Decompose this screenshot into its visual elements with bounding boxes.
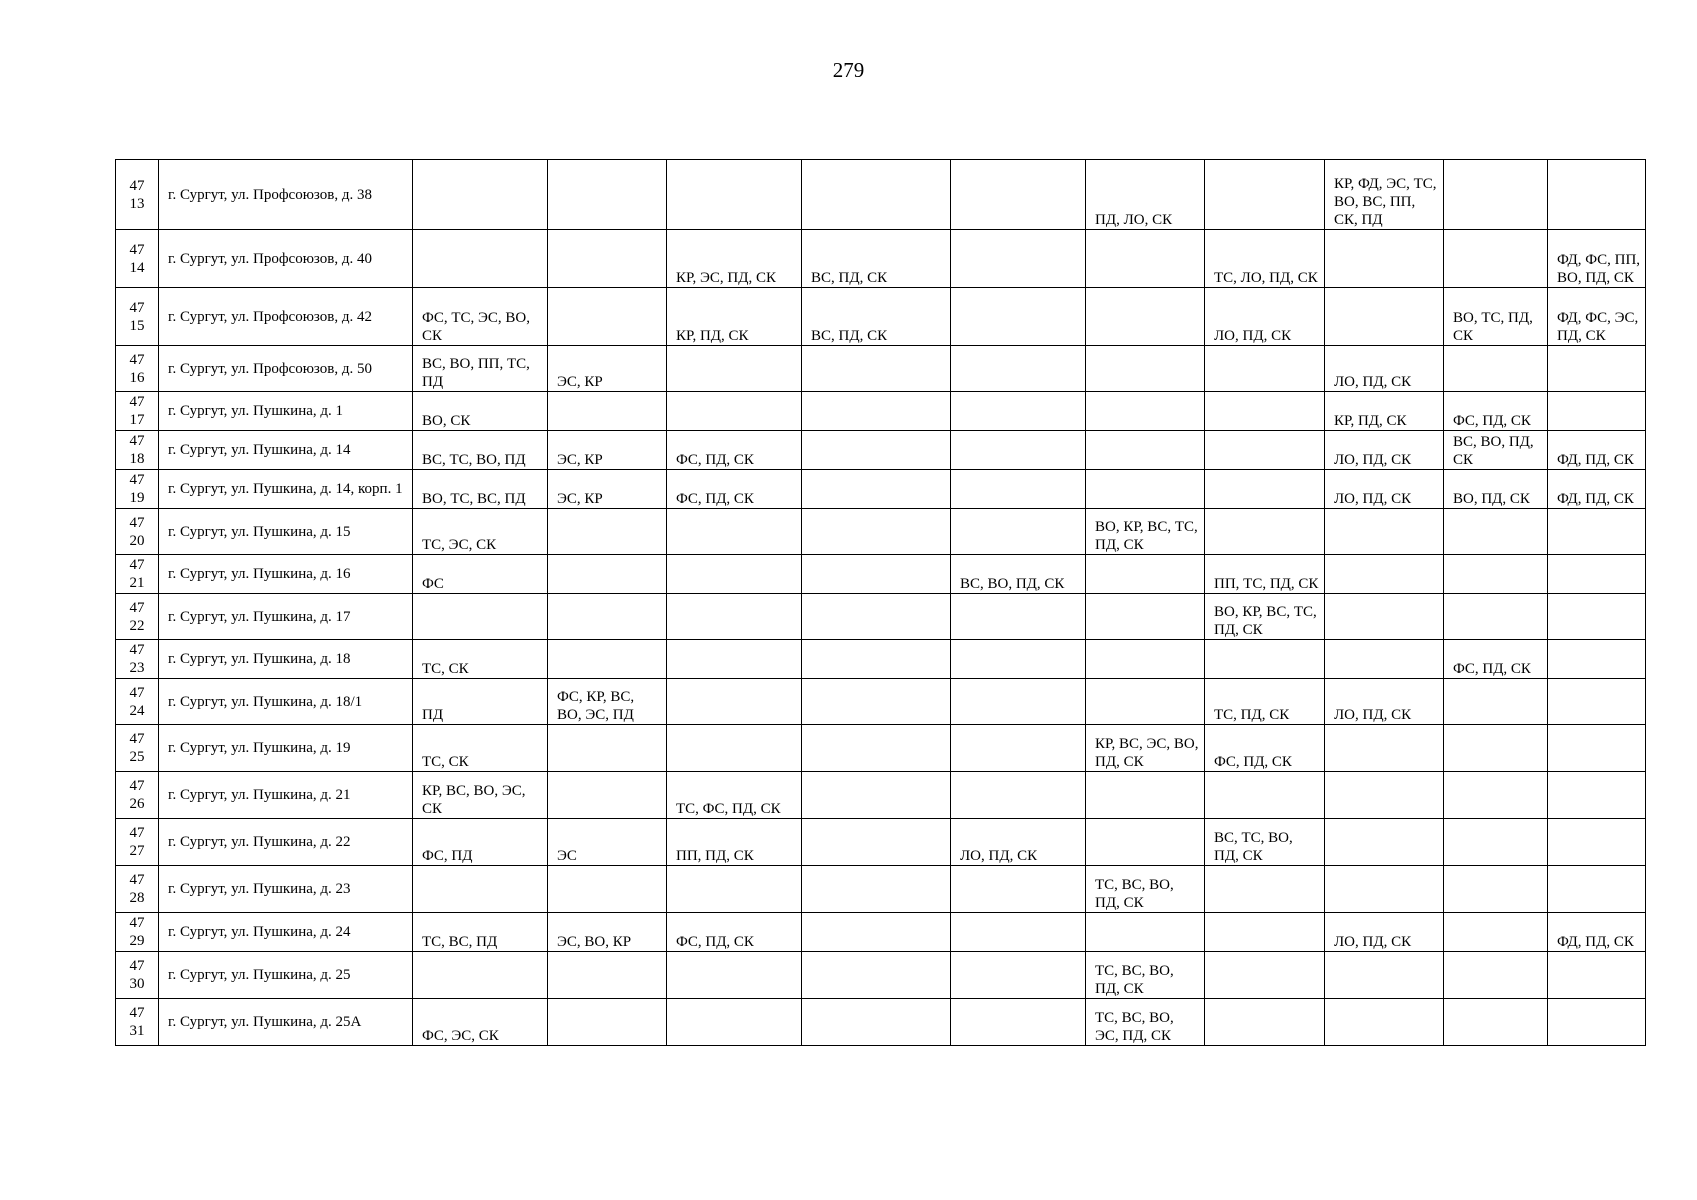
work-cell xyxy=(1086,230,1205,288)
work-cell xyxy=(802,431,951,470)
work-cell xyxy=(1548,952,1646,999)
row-number-part: 47 xyxy=(129,1005,145,1021)
work-cell xyxy=(1086,392,1205,431)
row-number xyxy=(116,470,159,509)
address-cell: г. Сургут, ул. Пушкина, д. 15 xyxy=(159,509,413,555)
work-cell xyxy=(951,470,1086,509)
table-row xyxy=(116,470,1646,509)
work-cell: ТС, ВС, ВО, ЭС, ПД, СК xyxy=(1086,999,1205,1046)
work-cell xyxy=(951,772,1086,819)
work-cell: ПП, ТС, ПД, СК xyxy=(1205,555,1325,594)
work-cell xyxy=(802,509,951,555)
work-cell xyxy=(1548,594,1646,640)
work-cell xyxy=(1086,913,1205,952)
row-number xyxy=(116,640,159,679)
work-cell xyxy=(1548,819,1646,866)
row-number-part: 47 xyxy=(129,642,145,658)
work-cell xyxy=(951,509,1086,555)
work-cell xyxy=(1086,640,1205,679)
row-number-part: 47 xyxy=(129,958,145,974)
address-cell: г. Сургут, ул. Пушкина, д. 16 xyxy=(159,555,413,594)
work-cell xyxy=(1086,594,1205,640)
work-cell xyxy=(1548,555,1646,594)
row-number-part: 25 xyxy=(129,749,145,765)
address-cell: г. Сургут, ул. Профсоюзов, д. 50 xyxy=(159,346,413,392)
work-cell xyxy=(802,470,951,509)
work-cell: ЭС, КР xyxy=(548,431,667,470)
work-cell: ВО, КР, ВС, ТС, ПД, СК xyxy=(1086,509,1205,555)
row-number-part: 29 xyxy=(129,933,145,949)
work-cell xyxy=(1205,640,1325,679)
work-cell: ЭС xyxy=(548,819,667,866)
address-cell: г. Сургут, ул. Профсоюзов, д. 42 xyxy=(159,288,413,346)
work-cell: ВС, ВО, ПД, СК xyxy=(1444,431,1548,470)
work-cell xyxy=(1325,555,1444,594)
work-cell xyxy=(951,288,1086,346)
work-cell xyxy=(667,346,802,392)
row-number-part: 13 xyxy=(129,195,145,212)
work-cell xyxy=(548,160,667,230)
row-number xyxy=(116,346,159,392)
work-cell: ФС, ПД, СК xyxy=(667,470,802,509)
table-row xyxy=(116,392,1646,431)
work-cell xyxy=(1548,725,1646,772)
work-cell xyxy=(951,230,1086,288)
work-cell xyxy=(1444,866,1548,913)
row-number xyxy=(116,999,159,1046)
row-number-part: 47 xyxy=(129,872,145,888)
row-number-part: 47 xyxy=(129,351,145,368)
row-number-part: 17 xyxy=(129,412,145,428)
work-cell: ФС, ПД, СК xyxy=(1205,725,1325,772)
work-cell xyxy=(1325,999,1444,1046)
work-cell: ПД, ЛО, СК xyxy=(1086,160,1205,230)
work-cell: ТС, ФС, ПД, СК xyxy=(667,772,802,819)
work-cell xyxy=(667,509,802,555)
row-number-part: 22 xyxy=(129,617,145,634)
address-cell: г. Сургут, ул. Пушкина, д. 24 xyxy=(159,913,413,952)
work-cell: ФС, ПД, СК xyxy=(667,913,802,952)
work-cell xyxy=(1444,999,1548,1046)
work-cell xyxy=(1325,640,1444,679)
work-cell xyxy=(548,230,667,288)
row-number xyxy=(116,725,159,772)
table-row xyxy=(116,431,1646,470)
work-cell xyxy=(951,640,1086,679)
work-cell: КР, ПД, СК xyxy=(1325,392,1444,431)
work-cell: ФС, КР, ВС, ВО, ЭС, ПД xyxy=(548,679,667,725)
table-row xyxy=(116,999,1646,1046)
work-cell: ЛО, ПД, СК xyxy=(1325,431,1444,470)
work-cell: ФС, ПД xyxy=(413,819,548,866)
row-number-part: 47 xyxy=(129,599,145,616)
row-number-part: 19 xyxy=(129,490,145,506)
row-number-part: 23 xyxy=(129,660,145,676)
row-number-part: 27 xyxy=(129,843,145,859)
work-cell xyxy=(413,160,548,230)
work-cell xyxy=(951,392,1086,431)
work-cell: ЛО, ПД, СК xyxy=(951,819,1086,866)
work-cell xyxy=(1548,160,1646,230)
row-number-part: 47 xyxy=(129,825,145,841)
row-number-part: 47 xyxy=(129,433,145,449)
work-cell xyxy=(1086,470,1205,509)
row-number-part: 26 xyxy=(129,796,145,812)
work-cell xyxy=(1205,913,1325,952)
work-cell xyxy=(802,725,951,772)
work-cell xyxy=(1444,160,1548,230)
row-number xyxy=(116,509,159,555)
table-row xyxy=(116,230,1646,288)
work-cell xyxy=(1325,230,1444,288)
table-row xyxy=(116,509,1646,555)
table-row xyxy=(116,640,1646,679)
work-cell xyxy=(548,555,667,594)
work-cell xyxy=(802,392,951,431)
row-number xyxy=(116,679,159,725)
work-cell xyxy=(413,594,548,640)
address-cell: г. Сургут, ул. Пушкина, д. 25А xyxy=(159,999,413,1046)
work-cell xyxy=(1548,866,1646,913)
work-cell: ВС, ТС, ВО, ПД xyxy=(413,431,548,470)
table-row xyxy=(116,555,1646,594)
row-number-part: 30 xyxy=(129,976,145,992)
work-cell xyxy=(667,952,802,999)
work-cell xyxy=(802,866,951,913)
row-number-part: 47 xyxy=(129,472,145,488)
row-number xyxy=(116,288,159,346)
row-number-part: 47 xyxy=(129,778,145,794)
work-cell xyxy=(667,640,802,679)
work-cell xyxy=(951,679,1086,725)
work-cell xyxy=(951,913,1086,952)
work-cell xyxy=(1205,431,1325,470)
row-number xyxy=(116,431,159,470)
work-cell xyxy=(1086,555,1205,594)
work-cell: ТС, ПД, СК xyxy=(1205,679,1325,725)
address-cell: г. Сургут, ул. Пушкина, д. 14, корп. 1 xyxy=(159,470,413,509)
row-number xyxy=(116,594,159,640)
work-cell xyxy=(1325,866,1444,913)
work-cell xyxy=(951,999,1086,1046)
work-cell xyxy=(951,431,1086,470)
work-cell: ТС, ВС, ПД xyxy=(413,913,548,952)
address-cell: г. Сургут, ул. Пушкина, д. 14 xyxy=(159,431,413,470)
work-cell xyxy=(1205,346,1325,392)
row-number xyxy=(116,392,159,431)
table-row xyxy=(116,160,1646,230)
work-cell xyxy=(1205,999,1325,1046)
row-number-part: 14 xyxy=(129,259,145,276)
work-cell xyxy=(1205,392,1325,431)
work-cell: КР, ПД, СК xyxy=(667,288,802,346)
work-cell xyxy=(1548,392,1646,431)
work-cell: КР, ЭС, ПД, СК xyxy=(667,230,802,288)
work-cell xyxy=(802,819,951,866)
work-cell: ЛО, ПД, СК xyxy=(1205,288,1325,346)
work-cell xyxy=(1444,819,1548,866)
address-cell: г. Сургут, ул. Пушкина, д. 22 xyxy=(159,819,413,866)
table-row xyxy=(116,594,1646,640)
address-cell: г. Сургут, ул. Пушкина, д. 1 xyxy=(159,392,413,431)
work-cell xyxy=(1444,913,1548,952)
table-row xyxy=(116,913,1646,952)
row-number-part: 16 xyxy=(129,369,145,386)
table-row xyxy=(116,819,1646,866)
work-cell xyxy=(802,640,951,679)
work-cell xyxy=(1086,431,1205,470)
work-cell xyxy=(1325,725,1444,772)
address-cell: г. Сургут, ул. Пушкина, д. 17 xyxy=(159,594,413,640)
work-cell: ПП, ПД, СК xyxy=(667,819,802,866)
work-cell: ФС, ЭС, СК xyxy=(413,999,548,1046)
work-cell xyxy=(1444,679,1548,725)
row-number-part: 24 xyxy=(129,702,145,719)
address-cell: г. Сургут, ул. Пушкина, д. 18 xyxy=(159,640,413,679)
work-cell: ЛО, ПД, СК xyxy=(1325,346,1444,392)
row-number xyxy=(116,866,159,913)
work-cell xyxy=(1205,470,1325,509)
table-row xyxy=(116,288,1646,346)
work-cell: ФС xyxy=(413,555,548,594)
work-cell: ФД, ФС, ПП, ВО, ПД, СК xyxy=(1548,230,1646,288)
work-cell xyxy=(1444,725,1548,772)
work-cell: ТС, ЛО, ПД, СК xyxy=(1205,230,1325,288)
work-cell xyxy=(1548,640,1646,679)
work-cell: ЛО, ПД, СК xyxy=(1325,470,1444,509)
work-cell xyxy=(951,346,1086,392)
work-cell: ФД, ПД, СК xyxy=(1548,913,1646,952)
row-number-part: 47 xyxy=(129,514,145,531)
row-number-part: 47 xyxy=(129,241,145,258)
table-row xyxy=(116,952,1646,999)
work-cell xyxy=(1086,819,1205,866)
table-row xyxy=(116,772,1646,819)
row-number-part: 31 xyxy=(129,1023,145,1039)
work-cell xyxy=(802,160,951,230)
work-cell xyxy=(1205,952,1325,999)
work-cell xyxy=(548,866,667,913)
work-cell xyxy=(1086,346,1205,392)
row-number-part: 47 xyxy=(129,177,145,194)
work-cell xyxy=(1444,772,1548,819)
work-cell: ПД xyxy=(413,679,548,725)
row-number-part: 47 xyxy=(129,394,145,410)
work-cell: ТС, СК xyxy=(413,725,548,772)
work-cell xyxy=(802,346,951,392)
work-cell xyxy=(1325,509,1444,555)
work-cell xyxy=(413,230,548,288)
work-cell: КР, ВС, ВО, ЭС, СК xyxy=(413,772,548,819)
work-cell: ФД, ПД, СК xyxy=(1548,470,1646,509)
row-number-part: 47 xyxy=(129,915,145,931)
work-cell xyxy=(802,555,951,594)
works-schedule-table xyxy=(115,159,1646,1046)
work-cell: ФС, ПД, СК xyxy=(1444,392,1548,431)
work-cell xyxy=(1548,679,1646,725)
work-cell xyxy=(802,999,951,1046)
work-cell xyxy=(1086,679,1205,725)
work-cell xyxy=(413,952,548,999)
address-cell: г. Сургут, ул. Профсоюзов, д. 40 xyxy=(159,230,413,288)
work-cell: ФД, ПД, СК xyxy=(1548,431,1646,470)
work-cell xyxy=(802,679,951,725)
row-number xyxy=(116,230,159,288)
work-cell xyxy=(1444,952,1548,999)
work-cell xyxy=(802,913,951,952)
work-cell: ЭС, КР xyxy=(548,346,667,392)
work-cell xyxy=(1086,288,1205,346)
work-cell xyxy=(1205,772,1325,819)
work-cell: ВО, СК xyxy=(413,392,548,431)
work-cell: ТС, СК xyxy=(413,640,548,679)
work-cell xyxy=(667,160,802,230)
row-number-part: 18 xyxy=(129,451,145,467)
work-cell xyxy=(1205,866,1325,913)
work-cell: ВС, ТС, ВО, ПД, СК xyxy=(1205,819,1325,866)
work-cell xyxy=(667,725,802,772)
work-cell xyxy=(667,999,802,1046)
work-cell xyxy=(1325,952,1444,999)
work-cell: ФС, ТС, ЭС, ВО, СК xyxy=(413,288,548,346)
work-cell xyxy=(1548,346,1646,392)
work-cell xyxy=(548,594,667,640)
work-cell xyxy=(1325,288,1444,346)
row-number-part: 47 xyxy=(129,684,145,701)
work-cell xyxy=(1444,594,1548,640)
work-cell: ФС, ПД, СК xyxy=(1444,640,1548,679)
work-cell: ЭС, ВО, КР xyxy=(548,913,667,952)
row-number xyxy=(116,160,159,230)
work-cell xyxy=(667,392,802,431)
work-cell xyxy=(1444,555,1548,594)
table-row xyxy=(116,725,1646,772)
work-cell xyxy=(1205,160,1325,230)
row-number xyxy=(116,772,159,819)
table-body xyxy=(116,160,1646,1046)
work-cell xyxy=(548,288,667,346)
table-row xyxy=(116,866,1646,913)
table-row xyxy=(116,346,1646,392)
work-cell: ФС, ПД, СК xyxy=(667,431,802,470)
work-cell: ЛО, ПД, СК xyxy=(1325,679,1444,725)
address-cell: г. Сургут, ул. Пушкина, д. 18/1 xyxy=(159,679,413,725)
work-cell: ВС, ПД, СК xyxy=(802,288,951,346)
work-cell xyxy=(548,640,667,679)
work-cell xyxy=(951,866,1086,913)
address-cell: г. Сургут, ул. Пушкина, д. 19 xyxy=(159,725,413,772)
row-number-part: 47 xyxy=(129,557,145,573)
work-cell: ВО, ТС, ПД, СК xyxy=(1444,288,1548,346)
work-cell xyxy=(1444,509,1548,555)
work-cell: ТС, ЭС, СК xyxy=(413,509,548,555)
address-cell: г. Сургут, ул. Профсоюзов, д. 38 xyxy=(159,160,413,230)
row-number-part: 47 xyxy=(129,299,145,316)
work-cell xyxy=(667,866,802,913)
table-row xyxy=(116,679,1646,725)
row-number-part: 21 xyxy=(129,575,145,591)
work-cell: КР, ВС, ЭС, ВО, ПД, СК xyxy=(1086,725,1205,772)
row-number-part: 20 xyxy=(129,532,145,549)
work-cell xyxy=(1444,346,1548,392)
row-number-part: 47 xyxy=(129,731,145,747)
work-cell: ВС, ВО, ПП, ТС, ПД xyxy=(413,346,548,392)
work-cell: ЛО, ПД, СК xyxy=(1325,913,1444,952)
work-cell: ТС, ВС, ВО, ПД, СК xyxy=(1086,952,1205,999)
row-number xyxy=(116,555,159,594)
address-cell: г. Сургут, ул. Пушкина, д. 23 xyxy=(159,866,413,913)
work-cell xyxy=(548,392,667,431)
work-cell xyxy=(1205,509,1325,555)
work-cell xyxy=(1548,509,1646,555)
work-cell xyxy=(951,594,1086,640)
work-cell xyxy=(802,772,951,819)
work-cell xyxy=(1086,772,1205,819)
work-cell xyxy=(1444,230,1548,288)
work-cell xyxy=(667,679,802,725)
work-cell xyxy=(1325,819,1444,866)
work-cell xyxy=(951,160,1086,230)
row-number-part: 15 xyxy=(129,317,145,334)
work-cell xyxy=(548,509,667,555)
work-cell xyxy=(951,725,1086,772)
page-number: 279 xyxy=(832,58,865,82)
work-cell xyxy=(548,952,667,999)
work-cell xyxy=(1548,999,1646,1046)
row-number xyxy=(116,913,159,952)
work-cell xyxy=(548,725,667,772)
work-cell: ВО, ПД, СК xyxy=(1444,470,1548,509)
address-cell: г. Сургут, ул. Пушкина, д. 25 xyxy=(159,952,413,999)
row-number xyxy=(116,819,159,866)
address-cell: г. Сургут, ул. Пушкина, д. 21 xyxy=(159,772,413,819)
work-cell xyxy=(1548,772,1646,819)
work-cell: КР, ФД, ЭС, ТС, ВО, ВС, ПП, СК, ПД xyxy=(1325,160,1444,230)
work-cell xyxy=(413,866,548,913)
work-cell xyxy=(1325,594,1444,640)
work-cell: ВС, ПД, СК xyxy=(802,230,951,288)
work-cell xyxy=(951,952,1086,999)
work-cell xyxy=(802,952,951,999)
work-cell xyxy=(802,594,951,640)
row-number xyxy=(116,952,159,999)
work-cell: ВО, ТС, ВС, ПД xyxy=(413,470,548,509)
work-cell: ВО, КР, ВС, ТС, ПД, СК xyxy=(1205,594,1325,640)
work-cell xyxy=(1325,772,1444,819)
work-cell: ФД, ФС, ЭС, ПД, СК xyxy=(1548,288,1646,346)
work-cell xyxy=(667,555,802,594)
work-cell xyxy=(548,999,667,1046)
work-cell: ВС, ВО, ПД, СК xyxy=(951,555,1086,594)
work-cell xyxy=(667,594,802,640)
row-number-part: 28 xyxy=(129,890,145,906)
work-cell xyxy=(548,772,667,819)
work-cell: ТС, ВС, ВО, ПД, СК xyxy=(1086,866,1205,913)
work-cell: ЭС, КР xyxy=(548,470,667,509)
